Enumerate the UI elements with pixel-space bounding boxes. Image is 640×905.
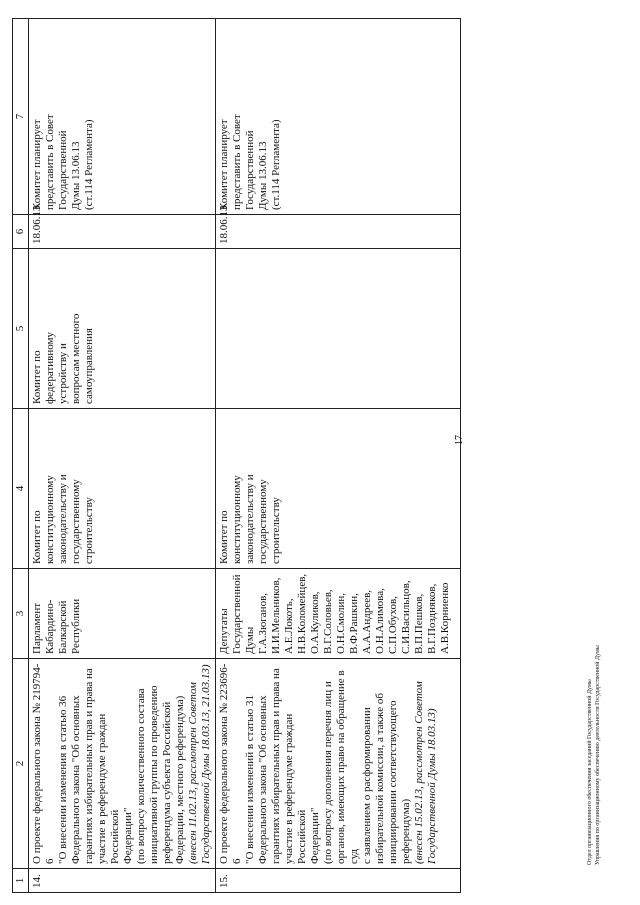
note-line: Государственной Думы 18.03.13, 21.03.13) [200,664,212,864]
column-header: 6 [13,215,29,249]
plan-line: Думы 13.06.13 [70,141,82,210]
subject-line: (по вопросу количественного состава [135,688,147,864]
table-row [216,19,461,893]
title-line: "О внесении изменений в статью 31 [244,695,256,864]
committee-line: законодательству и [57,474,69,564]
table-body [29,19,461,893]
plan-line: (ст.114 Регламента) [83,119,95,210]
initiator-line: Н.В.Коломейцев, [296,573,308,654]
initiator-line: О.Н.Смолин, [335,592,347,654]
note-line: Государственной Думы 18.03.13) [426,708,438,864]
co-executor-cell [29,249,216,409]
initiator-line: О.А.Куликов, [309,591,321,654]
date-cell [29,205,216,249]
page-number: 17 [454,435,465,445]
title-line: гарантиях избирательных прав и права на [83,668,95,864]
bill-description-cell [216,659,461,869]
title-line: О проекте федерального закона № 223696-6 [218,663,243,864]
title-line: Федерации" [122,807,134,864]
initiator-line: Кабардино- [44,599,56,654]
bill-description-cell [29,659,216,869]
plan-line: представить в Совет [231,114,243,210]
initiator-line: С.И.Васильцов, [400,580,412,654]
initiator-line: А.В.Корниенко [439,582,451,654]
responsible-committee-cell [216,409,461,569]
table-row [29,19,216,893]
initiator-line: О.Н.Алимова, [374,588,386,654]
row-number: 15. [218,874,230,888]
title-line: Федерации" [309,807,321,864]
initiator-line: Парламент [31,602,43,654]
footer-note [586,645,602,865]
plan-line: Комитет планирует [218,119,230,210]
plan-cell [216,19,461,215]
initiator-line: Государственной [231,574,243,654]
plan-line: Государственной [244,130,256,210]
committee-line: государственному [70,479,82,564]
plan-line: представить в Совет [44,114,56,210]
initiator-line: А.А.Андреев, [361,589,373,654]
table-header-row [13,19,29,893]
column-header: 5 [13,249,29,409]
responsible-committee-cell [29,409,216,569]
title-line: "О внесении изменения в статью 36 [57,695,69,864]
initiator-line: Депутаты [218,608,230,654]
title-line: Федерального закона "Об основных [257,695,269,864]
coexec-line: Комитет по [31,350,43,404]
committee-line: строительству [270,497,282,564]
subject-line: Федерации, местного референдума) [174,695,186,864]
committee-line: Комитет по [218,510,230,564]
initiator-line: В.Г.Соловьев, [322,589,334,654]
initiator-line: В.Г.Поздняков, [426,583,438,654]
subject-line: органов, имеющих право на обращение в суд [335,670,360,864]
initiator-line: В.Ф.Рашкин, [348,593,360,654]
date-value: 18.06.13 [218,205,230,244]
row-number-cell [216,869,461,893]
column-header: 7 [13,19,29,215]
title-line: участие в референдуме граждан Российской [283,713,308,864]
committee-line: строительству [83,497,95,564]
plan-line: Думы 13.06.13 [257,141,269,210]
initiator-line: Г.А.Зюганов, [257,592,269,654]
row-number-cell [29,869,216,893]
initiator-line: С.П.Обухов, [387,596,399,654]
date-value: 18.06.13 [31,205,43,244]
footer-line: Управления по организационному обеспечению деятельности Государственной Думы [595,645,601,865]
coexec-line: устройству и [57,343,69,404]
plan-cell [29,19,216,215]
initiator-cell [216,569,461,659]
row-number: 14. [31,874,43,888]
initiator-line: Думы [244,626,256,654]
subject-line: (по вопросу дополнения перечня лиц и [322,681,334,864]
title-line: О проекте федерального закона № 219794-6 [31,663,56,864]
footer-line: Отдел организационного обеспечения заседаний Государственной Думы [587,679,593,865]
co-executor-cell [216,249,461,409]
plan-line: Комитет планирует [31,119,43,210]
title-line: Федерального закона "Об основных [70,695,82,864]
subject-line: с заявлением о расформировании [361,707,373,864]
committee-line: государственному [257,479,269,564]
initiator-line: В.П.Пешков, [413,593,425,654]
column-header: 4 [13,409,29,569]
subject-line: избирательной комиссии, а также об [374,693,386,864]
plan-line: (ст.114 Регламента) [270,119,282,210]
initiator-line: Балкарской [57,600,69,654]
column-header: 1 [13,869,29,893]
date-cell [216,205,461,249]
column-header: 2 [13,659,29,869]
column-header: 3 [13,569,29,659]
note-line: (внесен 11.02.13, рассмотрен Советом [187,682,199,864]
committee-line: конституционному [44,475,56,564]
plan-line: Государственной [57,130,69,210]
bills-table [12,18,461,893]
subject-line: референдума субъекта Российской [161,701,173,864]
committee-line: законодательству и [244,474,256,564]
initiator-line: Республики [70,598,82,654]
subject-line: инициировании соответствующего [387,700,399,864]
subject-line: инициативной группы по проведению [148,685,160,864]
coexec-line: самоуправления [83,328,95,404]
committee-line: Комитет по [31,510,43,564]
initiator-line: И.И.Мельников, [270,577,282,654]
committee-line: конституционному [231,475,243,564]
coexec-line: вопросам местного [70,313,82,404]
note-line: (внесен 15.02.13, рассмотрен Советом [413,681,425,864]
coexec-line: федеративному [44,332,56,404]
title-line: участие в референдуме граждан Российской [96,713,121,864]
initiator-line: А.Е.Локоть, [283,598,295,654]
subject-line: референдума) [400,798,412,864]
initiator-cell [29,569,216,659]
title-line: гарантиях избирательных прав и права на [270,668,282,864]
